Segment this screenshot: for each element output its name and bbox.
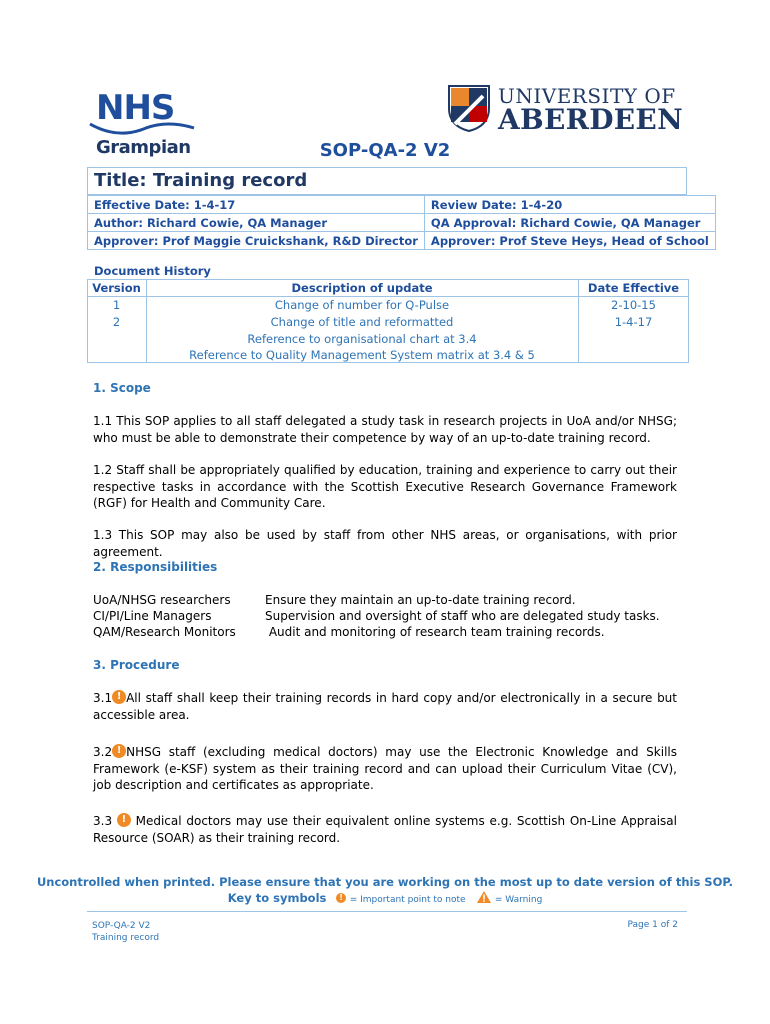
table-row [87,314,689,364]
history-header-date: Date Effective [578,279,689,297]
paragraph-text: All staff shall keep their training records in hard copy and/or electronically in a secure but accessible area. [93,691,677,722]
key-label: Key to symbols [227,891,327,905]
effective-date: Effective Date: 1-4-17 [88,196,425,214]
footer-doc-info [92,920,159,944]
document-history-label: Document History [94,264,211,278]
footer-doc-ref: SOP-QA-2 V2 [92,921,151,931]
author: Author: Richard Cowie, QA Manager [88,214,425,232]
history-version: 2 [112,314,121,329]
footer-doc-name: Training record [92,933,160,943]
responsibility-description: Ensure they maintain an up-to-date training record. [265,593,576,607]
paragraph-3-3 [93,813,677,846]
university-crest-logo [447,84,491,132]
document-history-table [87,279,689,364]
history-header-version: Version [87,279,146,297]
responsibility-description: Audit and monitoring of research team training records. [265,625,605,639]
important-icon: ! [112,690,126,704]
qa-approval: QA Approval: Richard Cowie, QA Manager [424,214,715,232]
approver-left: Approver: Prof Maggie Cruickshank, R&D Director [88,232,425,250]
responsibility-role: CI/PI/Line Managers [93,609,212,623]
paragraph-1-1: 1.1 This SOP applies to all staff delegated a study task in research projects in UoA and/or NHSG; who must be able to demonstrate their competence by way of an up-to-date training record. [93,414,677,445]
warning-icon [477,891,491,903]
table-row [87,297,689,314]
footer-divider [87,911,687,912]
paragraph-1-2: 1.2 Staff shall be appropriately qualified by education, training and experience to carry out their respective tasks in accordance with the Scottish Executive Research Governance Framework (RGF) for Health and Community Care. [93,463,677,510]
paragraph-number: 3.1 [93,691,113,705]
nhs-swoosh-logo [88,118,198,138]
scope-heading: 1. Scope [93,381,151,395]
paragraph-text: Medical doctors may use their equivalent online systems e.g. Scottish On-Line Appraisal Resource (SOAR) as their training record. [93,814,677,845]
procedure-heading: 3. Procedure [93,658,180,672]
responsibility-role: QAM/Research Monitors [93,625,236,639]
paragraph-number: 3.3 [93,814,113,828]
important-icon: ! [336,893,346,903]
document-id: SOP-QA-2 V2 [319,140,451,161]
key-warning-text: = Warning [494,895,543,905]
document-title: Title: Training record [94,170,308,191]
paragraph-number: 3.2 [93,745,113,759]
review-date: Review Date: 1-4-20 [424,196,715,214]
university-logo-line1: UNIVERSITY OF [498,84,676,108]
approver-right: Approver: Prof Steve Heys, Head of School [424,232,715,250]
paragraph-3-1 [93,690,677,723]
grampian-logo-text: Grampian [96,137,191,158]
history-description: Change of title and reformatted [270,314,454,329]
key-important-text: = Important point to note [349,895,466,905]
history-date: 1-4-17 [614,314,653,329]
important-icon: ! [117,813,131,827]
paragraph-text: NHSG staff (excluding medical doctors) may use the Electronic Knowledge and Skills Framework (e-KSF) system as their training record and can upload their Curriculum Vitae (CV), job description and certificates as appropriate. [93,745,677,792]
nhs-logo-text: NHS [96,88,175,128]
uncontrolled-notice: Uncontrolled when printed. Please ensure that you are working on the most up to date version of this SOP. [36,875,734,889]
page-number: Page 1 of 2 [627,920,678,930]
paragraph-3-2 [93,744,677,794]
responsibilities-heading: 2. Responsibilities [93,560,218,574]
history-description: Change of number for Q-Pulse [274,298,450,312]
history-header-description: Description of update [146,279,578,297]
history-version: 1 [112,298,121,312]
university-logo-line2: ABERDEEN [498,103,683,136]
history-description: Reference to organisational chart at 3.4 [247,331,477,346]
history-date: 2-10-15 [611,298,656,312]
responsibility-role: UoA/NHSG researchers [93,593,231,607]
symbol-key [0,891,770,905]
important-icon: ! [112,744,126,758]
responsibility-description: Supervision and oversight of staff who are delegated study tasks. [265,609,660,623]
paragraph-1-3: 1.3 This SOP may also be used by staff from other NHS areas, or organisations, with prior agreement. [93,528,677,559]
document-meta-table [87,195,716,250]
history-description: Reference to Quality Management System matrix at 3.4 & 5 [189,348,535,363]
